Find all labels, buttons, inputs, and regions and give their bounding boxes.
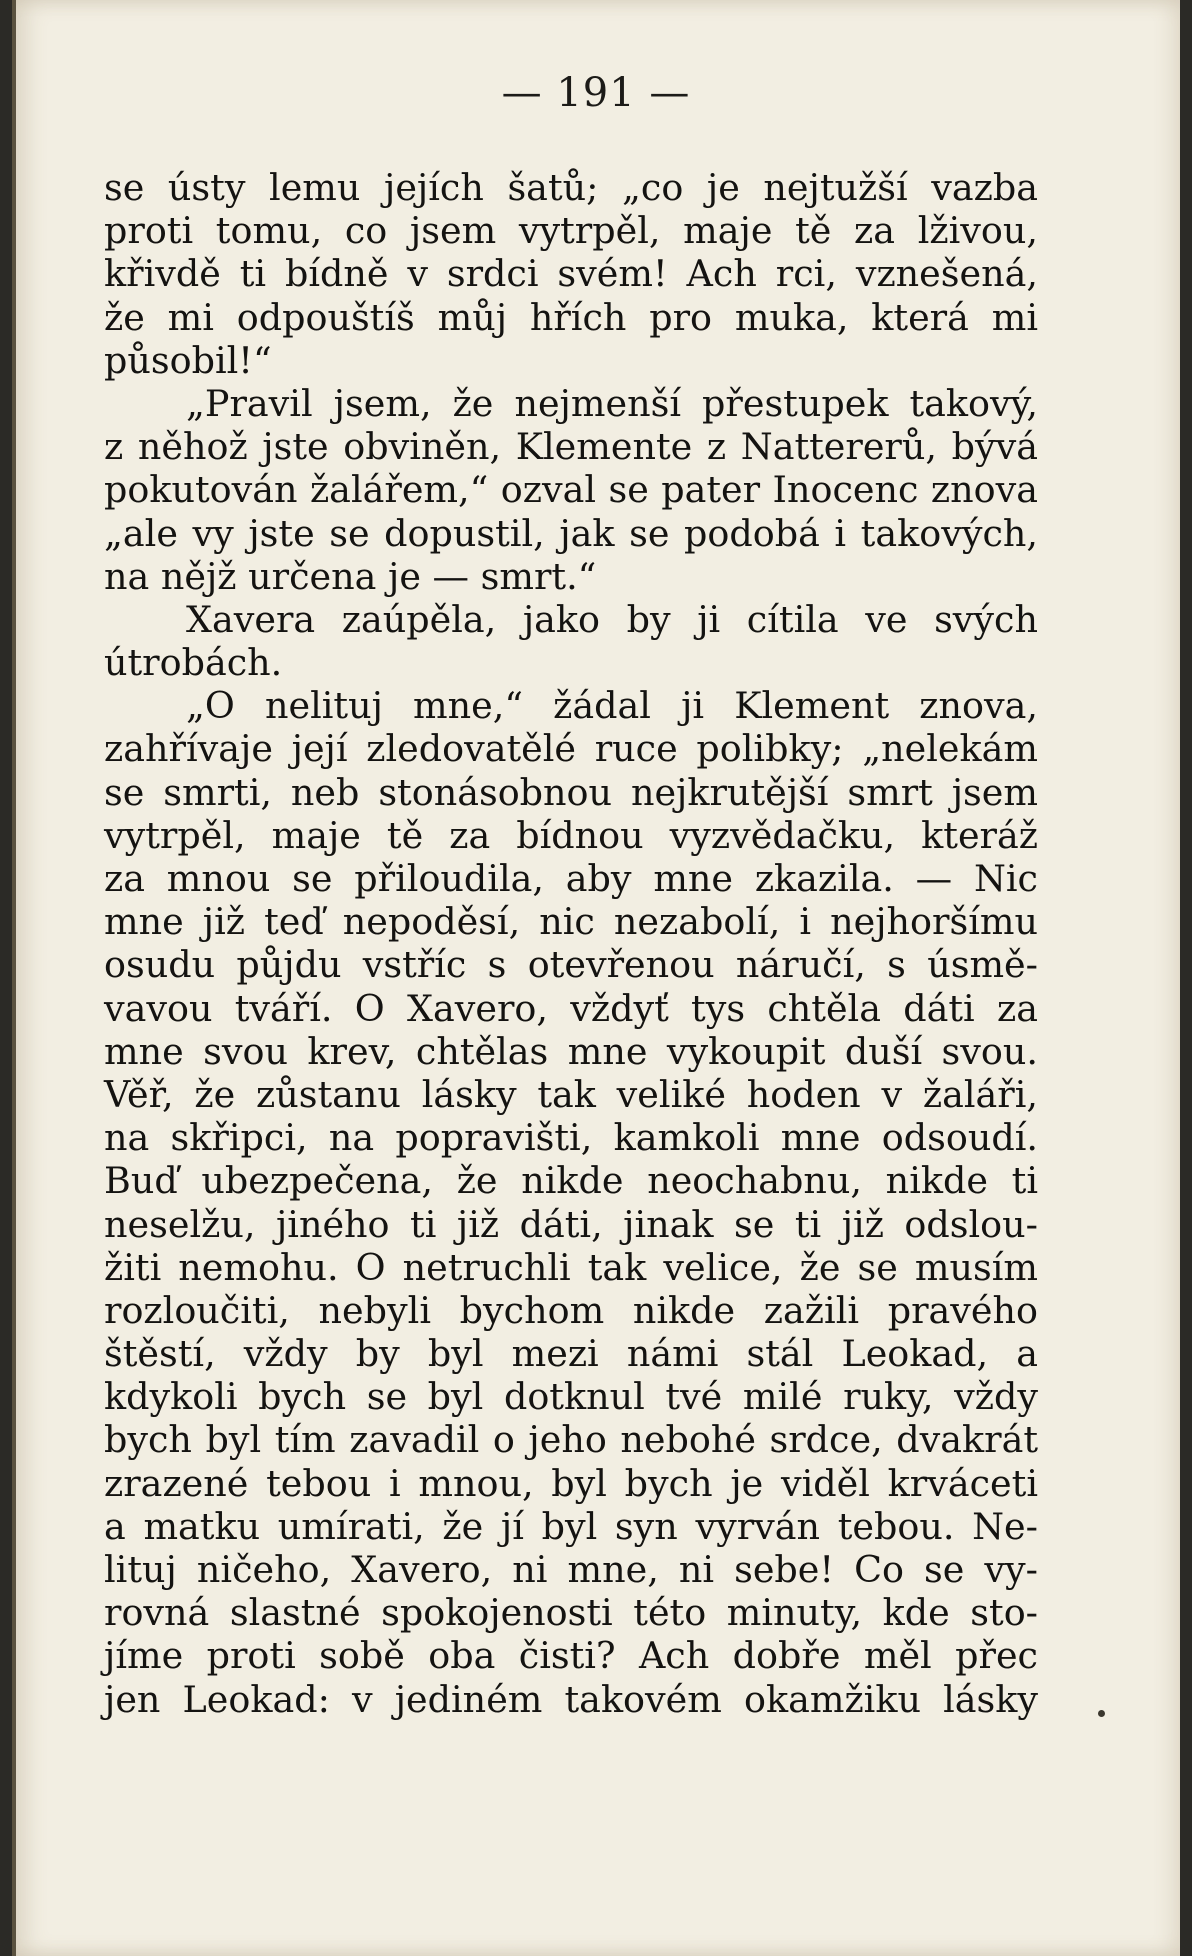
text-line: mne již teď nepoděsí, nic nezabolí, i nejhoršímu bbox=[104, 900, 1038, 944]
text-line: neselžu, jiného ti již dáti, jinak se ti již odslou- bbox=[104, 1202, 1038, 1246]
text-line: vytrpěl, maje tě za bídnou vyzvědačku, kteráž bbox=[104, 813, 1038, 857]
text-line: Věř, že zůstanu lásky tak veliké hoden v žaláři, bbox=[104, 1072, 1038, 1116]
ink-speck bbox=[1098, 1710, 1105, 1717]
text-line: vavou tváří. O Xavero, vždyť tys chtěla dáti za bbox=[104, 986, 1038, 1030]
page-number: — 191 — bbox=[501, 70, 691, 116]
text-line: se smrti, neb stonásobnou nejkrutější smrt jsem bbox=[104, 770, 1038, 814]
text-line: na skřipci, na popravišti, kamkoli mne odsoudí. bbox=[104, 1116, 1038, 1160]
text-line: bych byl tím zavadil o jeho nebohé srdce, dvakrát bbox=[104, 1418, 1038, 1462]
text-line: „O nelituj mne,“ žádal ji Klement znova, bbox=[186, 684, 1038, 728]
text-line: lituj ničeho, Xavero, ni mne, ni sebe! Co se vy- bbox=[104, 1548, 1038, 1591]
text-line: „ale vy jste se dopustil, jak se podobá i takových, bbox=[104, 511, 1038, 555]
text-line: štěstí, vždy by byl mezi námi stál Leokad, a bbox=[104, 1332, 1038, 1376]
text-line: z něhož jste obviněn, Klemente z Nattererů, bývá bbox=[104, 425, 1038, 469]
text-line: útrobách. bbox=[104, 641, 283, 685]
text-line: „Pravil jsem, že nejmenší přestupek takový, bbox=[186, 381, 1038, 425]
text-line: rozloučiti, nebyli bychom nikde zažili pravého bbox=[104, 1288, 1038, 1332]
text-line: Buď ubezpečena, že nikde neochabnu, nikde ti bbox=[104, 1159, 1038, 1203]
text-line: žiti nemohu. O netruchli tak velice, že se musím bbox=[104, 1245, 1038, 1289]
text-line: jíme proti sobě oba čisti? Ach dobře měl přec bbox=[104, 1634, 1038, 1678]
text-line: kdykoli bych se byl dotknul tvé milé ruky, vždy bbox=[104, 1375, 1038, 1419]
text-line: působil!“ bbox=[104, 338, 272, 382]
page-spine-edge bbox=[12, 0, 16, 1956]
text-line: jen Leokad: v jediném takovém okamžiku lásky bbox=[104, 1677, 1038, 1721]
text-line: Xavera zaúpěla, jako by ji cítila ve svých bbox=[186, 597, 1038, 641]
text-line: pokutován žalářem,“ ozval se pater Inocenc znova bbox=[104, 468, 1038, 512]
text-line: že mi odpouštíš můj hřích pro muka, která mi bbox=[104, 295, 1038, 339]
text-line: se ústy lemu jejích šatů; „co je nejtužší vazba bbox=[104, 166, 1038, 209]
text-line: rovná slastné spokojenosti této minuty, kde sto- bbox=[104, 1591, 1038, 1635]
text-line: křivdě ti bídně v srdci svém! Ach rci, vznešená, bbox=[104, 252, 1038, 296]
text-line: proti tomu, co jsem vytrpěl, maje tě za lživou, bbox=[104, 209, 1038, 253]
text-line: mne svou krev, chtělas mne vykoupit duší svou. bbox=[104, 1029, 1038, 1073]
text-line: za mnou se přiloudila, aby mne zkazila. — Nic bbox=[104, 857, 1038, 900]
text-line: na nějž určena je — smrt.“ bbox=[104, 554, 597, 598]
text-line: osudu půjdu vstříc s otevřenou náručí, s úsmě- bbox=[104, 943, 1038, 987]
body-text bbox=[104, 166, 1038, 1721]
text-line: a matku umírati, že jí byl syn vyrván tebou. Ne- bbox=[104, 1504, 1038, 1548]
text-line: zrazené tebou i mnou, byl bych je viděl krváceti bbox=[104, 1461, 1038, 1505]
text-line: zahřívaje její zledovatělé ruce polibky; „nelekám bbox=[104, 727, 1038, 771]
